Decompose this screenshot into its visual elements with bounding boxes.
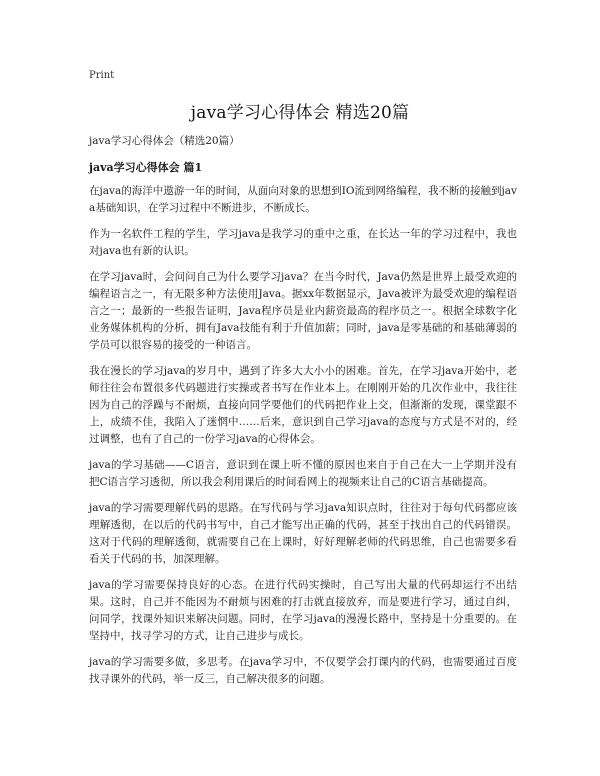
paragraph-8: java的学习需要多做，多思考。在java学习中，不仅要学会打课内的代码，也需要通过百度找寻课外的代码，举一反三，自己解决很多的问题。: [89, 656, 517, 685]
paragraph-5: java的学习基础——C语言，意识到在课上听不懂的原因也来自于自己在大一上学期并没有把C语言学习透彻，所以我会利用课后的时间看网上的视频来让自己的C语言基础提高。: [89, 459, 517, 488]
paragraph-2: 作为一名软件工程的学生，学习java是我学习的重中之重，在长达一年的学习过程中，我也对java也有新的认识。: [89, 228, 517, 257]
paragraph-1: 在java的海洋中遨游一年的时间，从面向对象的思想到IO流到网络编程，我不断的接触到java基础知识，在学习过程中不断进步，不断成长。: [89, 185, 517, 214]
page-title: java学习心得体会 精选20篇: [190, 103, 410, 123]
paragraph-6: java的学习需要理解代码的思路。在写代码与学习java知识点时，往往对于每句代码都应该理解透彻，在以后的代码书写中，自己才能写出正确的代码，甚至于找出自己的代码错误。这对于代码的理解透彻，就需要自己在上课时，好好理解老师的代码思维，自己也需要多看看关于代码的书，加深理解。: [89, 502, 517, 565]
document-body: [89, 133, 517, 697]
print-label[interactable]: Print: [89, 70, 115, 81]
paragraph-4: 我在漫长的学习java的岁月中，遇到了许多大大小小的困难。首先，在学习java开始中，老师往往会布置很多代码题进行实操或者书写在作业本上。在刚刚开始的几次作业中，我往往因为自己的浮躁与不耐烦，直接向同学要他们的代码把作业上交，但渐渐的发现，课堂跟不上，成绩不佳，我陷入了迷惘中……后来，意识到自己学习java的态度与方式是不对的，经过调整，也有了自己的一份学习java的心得体会。: [89, 365, 517, 445]
paragraph-7: java的学习需要保持良好的心态。在进行代码实操时，自己写出大量的代码却运行不出结果。这时，自己并不能因为不耐烦与困难的打击就直接放弃，而是要进行学习，通过自纠，问同学，找课外知识来解决问题。同时，在学习java的漫漫长路中，坚持是十分重要的。在坚持中，找寻学习的方式，让自己进步与成长。: [89, 579, 517, 642]
section-heading: java学习心得体会 篇1: [89, 161, 203, 174]
document-subtitle: java学习心得体会（精选20篇）: [89, 135, 240, 147]
paragraph-3: 在学习java时，会问问自己为什么要学习java？在当今时代，Java仍然是世界上最受欢迎的编程语言之一，有无限多种方法使用Java。据xx年数据显示，Java被评为最受欢迎的编程语言之一；最新的一些报告证明，Java程序员是业内薪资最高的程序员之一。根据全球数字化业务媒体机构的分析，拥有Java技能有利于升值加薪；同时，java是零基础的和基础薄弱的学员可以很容易的接受的一种语言。: [89, 271, 517, 351]
